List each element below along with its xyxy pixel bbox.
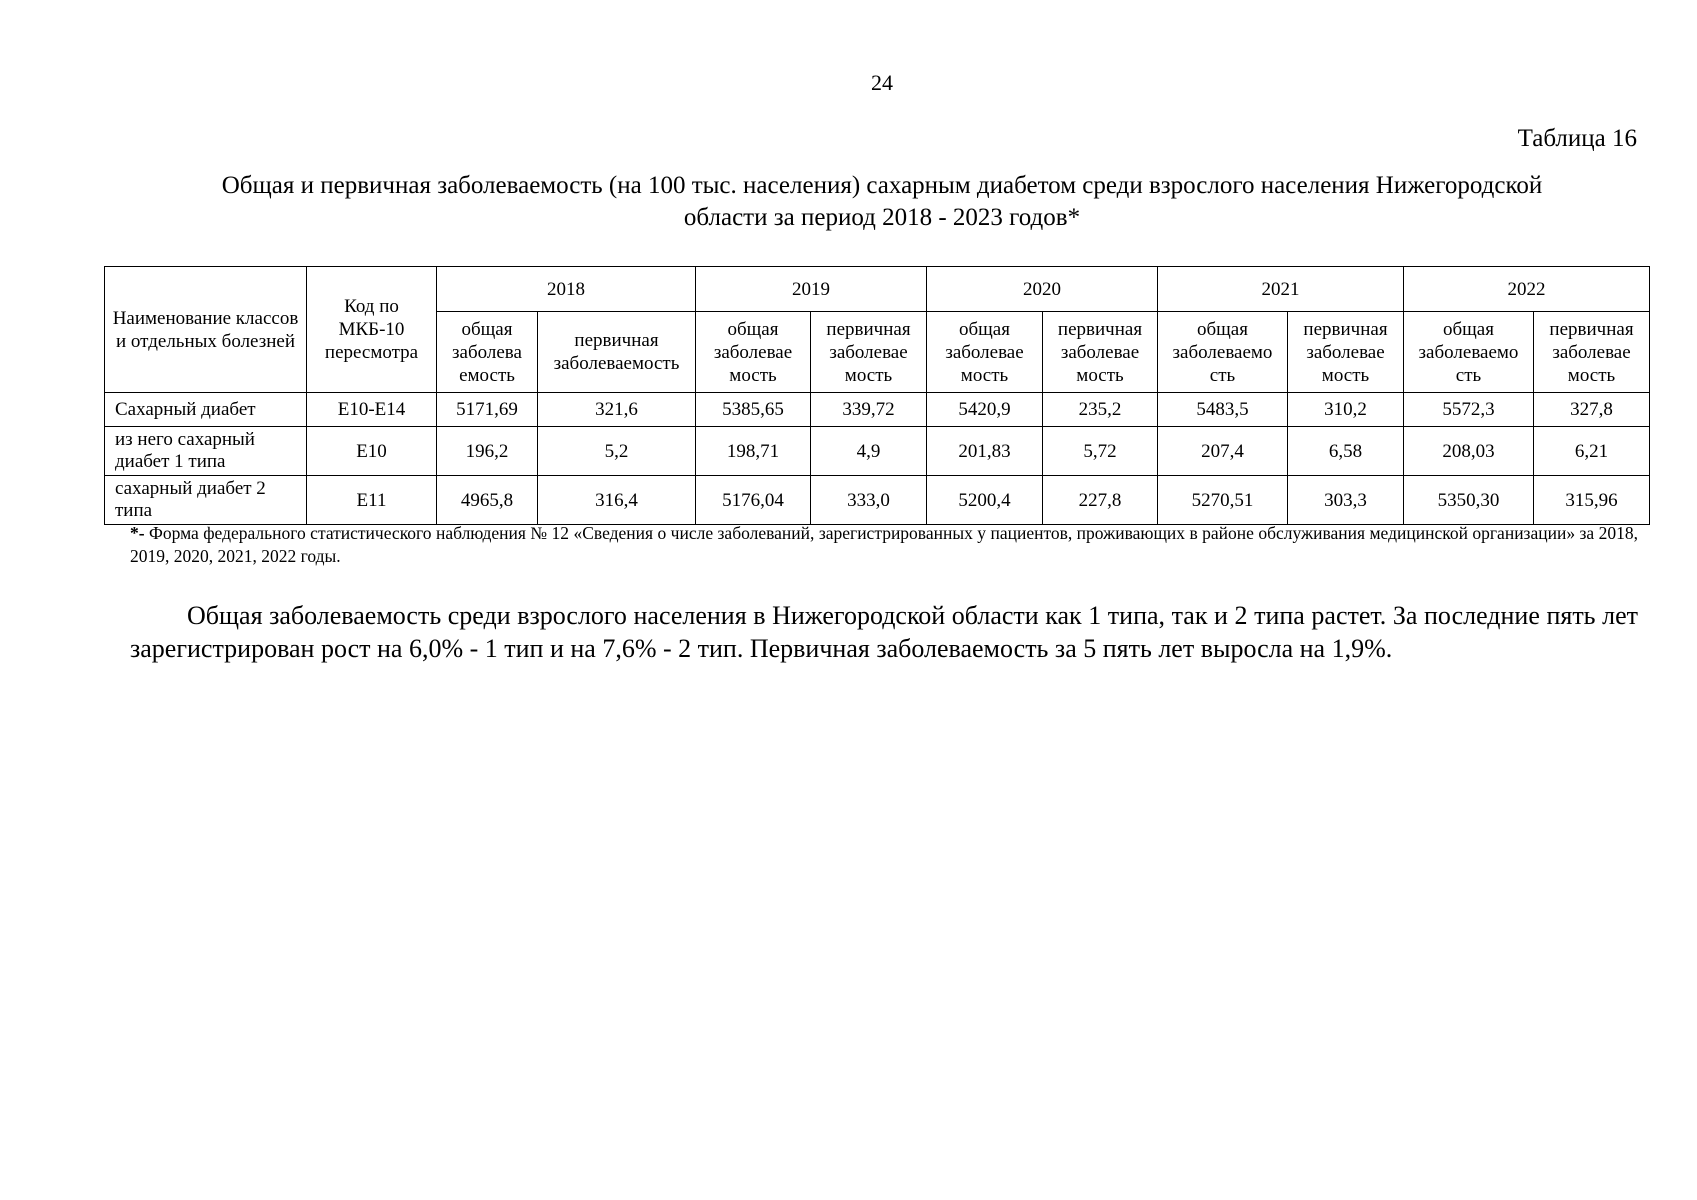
table-cell: 5385,65 (696, 393, 811, 427)
table-cell: 339,72 (811, 393, 927, 427)
table-cell: 5572,3 (1404, 393, 1534, 427)
header-total-morbidity: общая заболевае мость (696, 312, 811, 393)
table-row (105, 393, 1650, 427)
table-title (126, 170, 1638, 234)
table-cell: 198,71 (696, 427, 811, 476)
table-cell: 5200,4 (927, 476, 1043, 525)
header-primary-morbidity: первичная заболевае мость (1043, 312, 1158, 393)
table-cell: 5171,69 (437, 393, 538, 427)
table-cell: 207,4 (1158, 427, 1288, 476)
row-disease-name: Сахарный диабет (105, 393, 307, 427)
table-cell: 316,4 (538, 476, 696, 525)
table-cell: 315,96 (1534, 476, 1650, 525)
header-primary-morbidity: первичная заболеваемость (538, 312, 696, 393)
table-cell: 5270,51 (1158, 476, 1288, 525)
header-year: 2020 (927, 267, 1158, 312)
header-total-morbidity: общая заболевае мость (927, 312, 1043, 393)
header-icd-code: Код по МКБ-10 пересмотра (307, 267, 437, 393)
table-cell: 208,03 (1404, 427, 1534, 476)
header-year: 2022 (1404, 267, 1650, 312)
footnote-marker: *- (130, 523, 145, 543)
table-cell: 5,72 (1043, 427, 1158, 476)
header-total-morbidity: общая заболеваемо сть (1158, 312, 1288, 393)
header-total-morbidity: общая заболеваемо сть (1404, 312, 1534, 393)
table-cell: 235,2 (1043, 393, 1158, 427)
header-disease-name: Наименование классов и отдельных болезней (105, 267, 307, 393)
row-disease-name: из него сахарный диабет 1 типа (105, 427, 307, 476)
header-total-morbidity: общая заболева емость (437, 312, 538, 393)
table-footnote (130, 522, 1638, 568)
table-cell: 201,83 (927, 427, 1043, 476)
table-cell: 5350,30 (1404, 476, 1534, 525)
row-icd-code: E11 (307, 476, 437, 525)
header-year: 2021 (1158, 267, 1404, 312)
footnote-text: Форма федерального статистического наблюдения № 12 «Сведения о числе заболеваний, зарегистрированных у пациентов, проживающих в районе обслуживания медицинской организации» за 2018, 2019, 2020, 2021, 2022 годы. (130, 523, 1638, 566)
table-cell: 5420,9 (927, 393, 1043, 427)
header-primary-morbidity: первичная заболевае мость (1534, 312, 1650, 393)
table-cell: 227,8 (1043, 476, 1158, 525)
table-cell: 310,2 (1288, 393, 1404, 427)
table-cell: 327,8 (1534, 393, 1650, 427)
table-row (105, 427, 1650, 476)
table-cell: 196,2 (437, 427, 538, 476)
body-paragraph: Общая заболеваемость среди взрослого населения в Нижегородской области как 1 типа, так и 2 типа растет. За последние пять лет зарегистрирован рост на 6,0% - 1 тип и на 7,6% - 2 тип. Первичная заболеваемость за 5 пять лет выросла на 1,9%. (130, 601, 1638, 663)
header-primary-morbidity: первичная заболевае мость (1288, 312, 1404, 393)
row-icd-code: E10-E14 (307, 393, 437, 427)
table-cell: 5483,5 (1158, 393, 1288, 427)
table-cell: 6,58 (1288, 427, 1404, 476)
table-cell: 6,21 (1534, 427, 1650, 476)
table-cell: 5176,04 (696, 476, 811, 525)
table-row (105, 476, 1650, 525)
table-header-row-years (105, 267, 1650, 312)
table-cell: 4965,8 (437, 476, 538, 525)
header-primary-morbidity: первичная заболевае мость (811, 312, 927, 393)
table-cell: 4,9 (811, 427, 927, 476)
header-year: 2018 (437, 267, 696, 312)
table-cell: 5,2 (538, 427, 696, 476)
morbidity-table (104, 266, 1650, 525)
table-title-line-2: области за период 2018 - 2023 годов* (683, 204, 1081, 231)
table-cell: 333,0 (811, 476, 927, 525)
table-cell: 321,6 (538, 393, 696, 427)
row-icd-code: E10 (307, 427, 437, 476)
page-number: 24 (871, 70, 893, 95)
row-disease-name: сахарный диабет 2 типа (105, 476, 307, 525)
header-year: 2019 (696, 267, 927, 312)
table-label: Таблица 16 (1517, 125, 1637, 152)
table-cell: 303,3 (1288, 476, 1404, 525)
table-title-line-1: Общая и первичная заболеваемость (на 100 тыс. населения) сахарным диабетом среди взрослого населения Нижегородской (221, 172, 1543, 199)
